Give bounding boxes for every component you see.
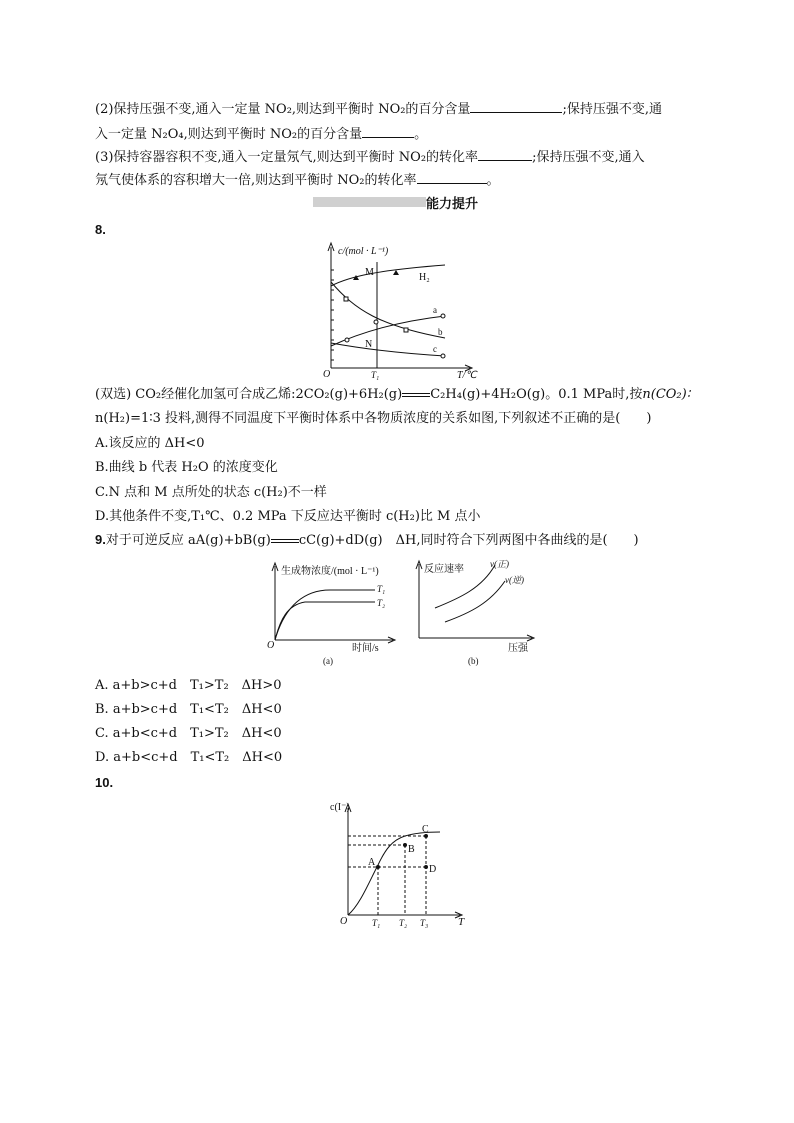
q10-number: 10. — [95, 775, 114, 790]
a-marker — [345, 338, 349, 342]
q7-text-3b: ;保持压强不变,通入 — [532, 150, 645, 165]
q9b-series-reverse: v(逆) — [505, 575, 524, 585]
q9b-caption: (b) — [468, 656, 479, 666]
q8-label-c: c — [433, 344, 437, 354]
h2-marker — [393, 270, 399, 275]
q9-stem-part-a: 对于可逆反应 aA(g)+bB(g) — [105, 533, 271, 548]
q9b-y-label: 反应速率 — [424, 564, 464, 575]
curve-c — [331, 343, 445, 356]
q8-label-b: b — [438, 327, 443, 337]
answer-blank[interactable] — [470, 100, 562, 113]
section-title: 能力提升 — [426, 197, 479, 212]
q10-label-d: D — [429, 864, 437, 875]
q7-line-2 — [95, 125, 427, 144]
q7-text-1b: ;保持压强不变,通 — [562, 102, 662, 117]
equilibrium-arrow-icon — [402, 391, 430, 399]
q8-chart — [320, 240, 480, 380]
q9b-series-forward: v(正) — [490, 559, 509, 569]
q7-text-2-end: 。 — [414, 127, 428, 142]
q10-origin: O — [340, 916, 348, 927]
answer-blank[interactable] — [417, 171, 487, 184]
q8-stem-1 — [95, 386, 690, 404]
q8-stem-2: n(H₂)=1∶3 投料,测得不同温度下平衡时体系中各物质浓度的关系如图,下列叙述不正确的是( ) — [95, 411, 652, 426]
point-a — [376, 865, 380, 869]
q9-stem-part-b: cC(g)+dD(g) ΔH,同时符合下列两图中各曲线的是( ) — [298, 533, 639, 548]
q10-x-label: T — [458, 916, 465, 928]
b-marker — [404, 328, 408, 332]
equilibrium-arrow-icon — [271, 537, 299, 545]
q7-text-3: (3)保持容器容积不变,通入一定量氖气,则达到平衡时 NO₂的转化率 — [95, 150, 479, 165]
q9b-x-label: 压强 — [508, 643, 528, 654]
q9a-caption: (a) — [323, 656, 333, 666]
q7-text-2: 入一定量 N₂O₄,则达到平衡时 NO₂的百分含量 — [95, 127, 363, 142]
q9-chart-a — [265, 560, 400, 668]
q8-option-b[interactable]: B.曲线 b 代表 H₂O 的浓度变化 — [95, 460, 278, 475]
q8-option-d[interactable]: D.其他条件不变,T₁℃、0.2 MPa 下反应达平衡时 c(H₂)比 M 点小 — [95, 509, 481, 524]
n-point — [374, 320, 378, 324]
q7-text-4: 氖气使体系的容积增大一倍,则达到平衡时 NO₂的转化率 — [95, 173, 417, 188]
q8-label-n: N — [365, 339, 373, 350]
curve-t2 — [275, 602, 375, 640]
q7-line-4 — [95, 171, 500, 190]
a-marker — [441, 314, 445, 318]
q9a-y-label: 生成物浓度/(mol · L⁻¹) — [281, 566, 379, 577]
point-b — [403, 843, 407, 847]
q9a-series-t1: T₁ — [377, 584, 386, 594]
q9-number: 9. — [95, 532, 106, 547]
q10-y-label: c(I⁻) — [330, 802, 350, 813]
q10-chart — [330, 800, 470, 932]
q8-label-h2: H₂ — [419, 272, 430, 283]
section-bar — [313, 197, 426, 207]
q8-origin: O — [323, 369, 331, 380]
q8-option-c[interactable]: C.N 点和 M 点所处的状态 c(H₂)不一样 — [95, 485, 327, 500]
q9-stem — [95, 531, 639, 550]
q9a-series-t2: T₂ — [377, 598, 386, 608]
q8-x-label: T/℃ — [457, 370, 477, 381]
q7-line-1 — [95, 100, 662, 119]
q9-option-a[interactable]: A. a+b>c+d T₁>T₂ ΔH>0 — [95, 678, 282, 693]
q8-t1-tick: T₁ — [371, 370, 380, 380]
q10-label-a: A — [368, 857, 376, 868]
answer-blank[interactable] — [362, 125, 414, 138]
q9-option-d[interactable]: D. a+b<c+d T₁<T₂ ΔH<0 — [95, 750, 283, 765]
q7-text-1: (2)保持压强不变,通入一定量 NO₂,则达到平衡时 NO₂的百分含量 — [95, 102, 471, 117]
b-marker — [344, 297, 348, 301]
q9-option-c[interactable]: C. a+b<c+d T₁>T₂ ΔH<0 — [95, 726, 282, 741]
c-marker — [441, 354, 445, 358]
q8-label-m: M — [365, 267, 374, 278]
q8-y-label: c/(mol · L⁻¹) — [338, 246, 389, 257]
q10-label-b: B — [408, 844, 415, 855]
q8-label-a: a — [433, 305, 437, 315]
q10-tick-t1: T₁ — [372, 918, 381, 928]
q10-label-c: C — [422, 824, 429, 835]
q7-text-4-end: 。 — [486, 173, 500, 188]
point-d — [424, 865, 428, 869]
q9a-x-label: 时间/s — [352, 643, 379, 654]
q8-stem-part-c: n(CO₂)∶ — [642, 387, 691, 402]
q7-line-3 — [95, 148, 645, 167]
curve-descending — [331, 282, 445, 338]
answer-blank[interactable] — [478, 148, 532, 161]
q9a-origin: O — [267, 640, 275, 651]
q9-chart-b — [410, 558, 540, 668]
q8-stem-part-b: C₂H₄(g)+4H₂O(g)。0.1 MPa时,按 — [430, 387, 643, 402]
q8-number: 8. — [95, 222, 106, 237]
q8-stem-part-a: (双选) CO₂经催化加氢可合成乙烯:2CO₂(g)+6H₂(g) — [95, 387, 403, 402]
q10-tick-t3: T₃ — [420, 918, 429, 928]
q9-option-b[interactable]: B. a+b>c+d T₁<T₂ ΔH<0 — [95, 702, 282, 717]
q8-option-a[interactable]: A.该反应的 ΔH<0 — [95, 436, 205, 451]
q10-tick-t2: T₂ — [399, 918, 408, 928]
curve-t1 — [275, 590, 375, 640]
